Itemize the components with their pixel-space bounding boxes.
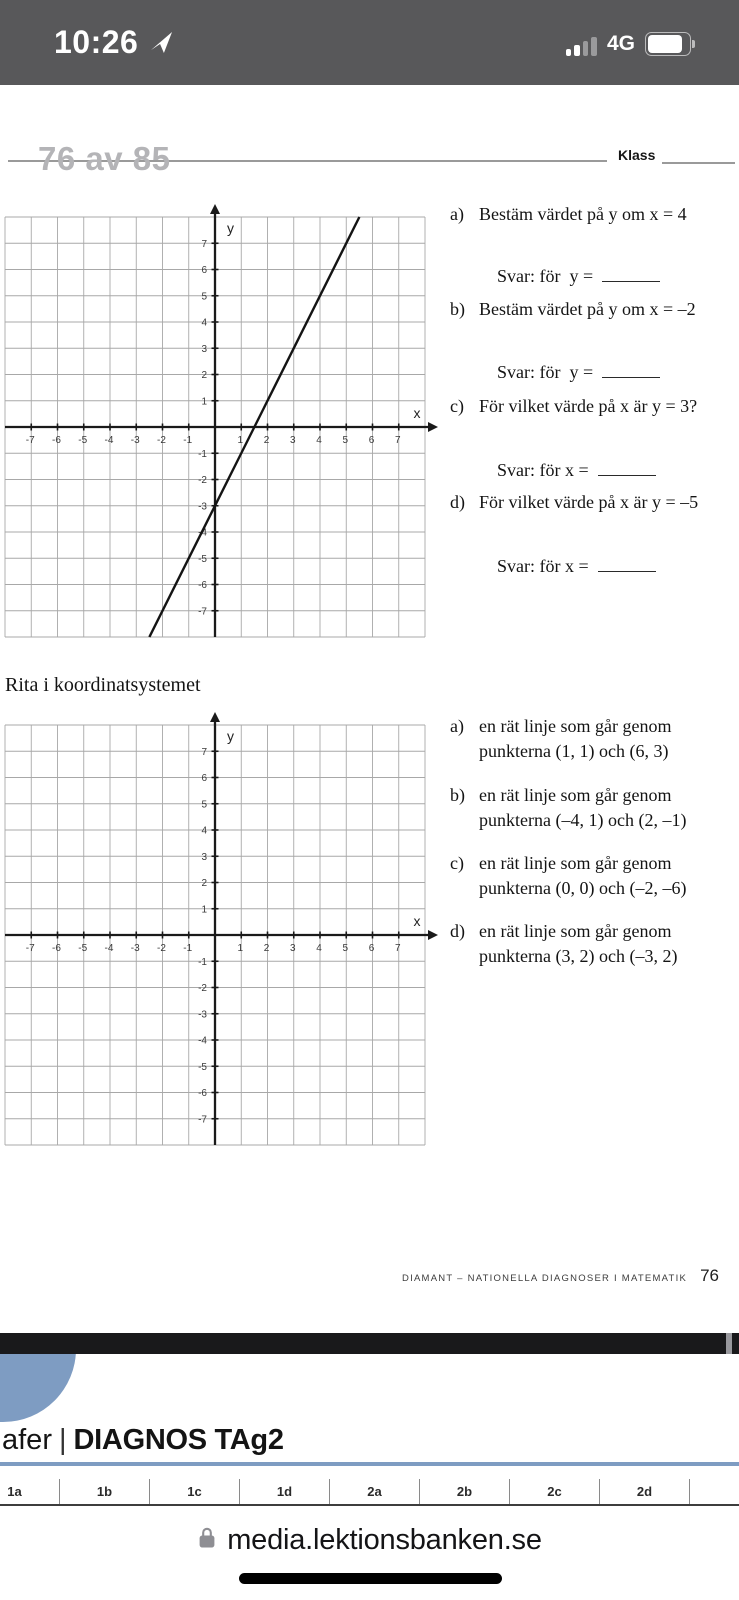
battery-icon bbox=[645, 32, 691, 56]
svg-text:-7: -7 bbox=[198, 1114, 207, 1126]
tab-cell: 1a bbox=[0, 1479, 60, 1504]
svg-text:-3: -3 bbox=[130, 943, 140, 954]
url-text: media.lektionsbanken.se bbox=[227, 1523, 542, 1556]
answer-line bbox=[598, 556, 656, 572]
status-bar bbox=[0, 0, 739, 85]
svg-text:2: 2 bbox=[201, 370, 207, 381]
svg-text:-4: -4 bbox=[104, 943, 114, 954]
svg-text:1: 1 bbox=[201, 904, 207, 916]
svg-text:-2: -2 bbox=[157, 943, 166, 954]
svg-text:-2: -2 bbox=[198, 983, 207, 994]
answer-prefix: Svar: för x = bbox=[497, 556, 589, 576]
table-bottom-border bbox=[0, 1504, 739, 1506]
svg-text:3: 3 bbox=[289, 435, 296, 446]
svg-text:-1: -1 bbox=[198, 448, 207, 460]
answer-prefix: Svar: för y = bbox=[497, 362, 594, 382]
svg-text:-7: -7 bbox=[25, 943, 35, 954]
svg-text:5: 5 bbox=[201, 291, 207, 303]
answer-line bbox=[598, 460, 656, 476]
question-text-line2: punkterna (–4, 1) och (2, –1) bbox=[479, 810, 687, 830]
svg-text:-3: -3 bbox=[198, 501, 207, 513]
question-text-line1: en rät linje som går genom bbox=[479, 716, 672, 736]
svg-text:4: 4 bbox=[201, 825, 207, 837]
tab-cell: 2d bbox=[600, 1479, 690, 1504]
klass-label: Klass bbox=[618, 147, 656, 163]
svg-text:7: 7 bbox=[201, 238, 207, 250]
svg-text:1: 1 bbox=[237, 435, 244, 446]
svg-text:6: 6 bbox=[368, 435, 375, 446]
svg-text:-5: -5 bbox=[78, 435, 88, 446]
answer-prefix: Svar: för x = bbox=[497, 460, 589, 480]
tab-cell: 2b bbox=[420, 1479, 510, 1504]
svg-text:x: x bbox=[413, 405, 421, 421]
empty-coordinate-system bbox=[0, 712, 438, 1154]
svg-text:-7: -7 bbox=[25, 435, 35, 446]
svg-text:1: 1 bbox=[201, 396, 207, 408]
answer-row bbox=[479, 535, 656, 598]
question-label: b) bbox=[450, 785, 465, 805]
answer-line bbox=[602, 362, 660, 378]
question-text: För vilket värde på x är y = –5 bbox=[479, 492, 699, 512]
url-bar[interactable] bbox=[0, 1518, 739, 1562]
svg-text:4: 4 bbox=[316, 943, 322, 954]
tab-cell: 2a bbox=[330, 1479, 420, 1504]
page-number: 76 bbox=[700, 1266, 719, 1285]
svg-text:7: 7 bbox=[394, 943, 401, 954]
question-text: Bestäm värdet på y om x = 4 bbox=[479, 204, 687, 224]
svg-text:-6: -6 bbox=[52, 435, 61, 446]
svg-text:-6: -6 bbox=[198, 580, 207, 591]
svg-text:7: 7 bbox=[394, 435, 401, 446]
svg-text:3: 3 bbox=[201, 851, 207, 863]
coordinate-system-with-line bbox=[0, 204, 438, 646]
question-text-line2: punkterna (1, 1) och (6, 3) bbox=[479, 741, 669, 761]
svg-text:4: 4 bbox=[316, 435, 322, 446]
svg-text:6: 6 bbox=[368, 943, 375, 954]
accent-rule bbox=[0, 1462, 739, 1466]
question-item bbox=[450, 394, 697, 419]
question-text-line1: en rät linje som går genom bbox=[479, 853, 672, 873]
question-label: c) bbox=[450, 396, 464, 416]
klass-answer-line bbox=[662, 162, 735, 164]
question-item bbox=[450, 851, 686, 901]
signal-strength-icon bbox=[566, 30, 597, 58]
question-item bbox=[450, 783, 686, 833]
question-label: d) bbox=[450, 492, 465, 512]
svg-text:-3: -3 bbox=[130, 435, 140, 446]
question-text: Bestäm värdet på y om x = –2 bbox=[479, 299, 696, 319]
tab-cell: 2c bbox=[510, 1479, 600, 1504]
svg-text:-4: -4 bbox=[104, 435, 114, 446]
diagnosis-tab-row bbox=[0, 1479, 739, 1504]
svg-text:2: 2 bbox=[201, 878, 207, 889]
decorative-circle bbox=[0, 1354, 76, 1422]
title-prefix: afer bbox=[2, 1424, 52, 1456]
svg-text:-1: -1 bbox=[183, 943, 193, 954]
question-label: a) bbox=[450, 204, 464, 224]
page-separator-bar bbox=[0, 1333, 739, 1354]
svg-text:5: 5 bbox=[342, 435, 349, 446]
question-text-line1: en rät linje som går genom bbox=[479, 921, 672, 941]
svg-text:-4: -4 bbox=[198, 1035, 207, 1047]
svg-text:-1: -1 bbox=[183, 435, 193, 446]
pdf-page-indicator: 76 av 85 bbox=[38, 140, 171, 177]
svg-text:x: x bbox=[413, 913, 421, 929]
svg-text:5: 5 bbox=[342, 943, 349, 954]
svg-text:-7: -7 bbox=[198, 606, 207, 618]
svg-text:-4: -4 bbox=[198, 527, 207, 539]
question-text-line1: en rät linje som går genom bbox=[479, 785, 672, 805]
tab-cell-empty bbox=[690, 1479, 739, 1504]
home-indicator[interactable] bbox=[239, 1573, 502, 1584]
network-type-label: 4G bbox=[606, 32, 635, 55]
svg-text:-6: -6 bbox=[198, 1088, 207, 1099]
question-item bbox=[450, 202, 687, 227]
question-list-2 bbox=[450, 712, 739, 982]
svg-text:7: 7 bbox=[201, 746, 207, 758]
scroll-indicator bbox=[726, 1333, 732, 1354]
svg-text:-2: -2 bbox=[198, 475, 207, 486]
answer-prefix: Svar: för y = bbox=[497, 266, 594, 286]
svg-text:2: 2 bbox=[263, 435, 270, 446]
question-item bbox=[450, 919, 677, 969]
clock-label: 10:26 bbox=[54, 24, 139, 60]
svg-text:3: 3 bbox=[201, 343, 207, 355]
svg-text:y: y bbox=[227, 220, 234, 236]
svg-text:5: 5 bbox=[201, 799, 207, 811]
svg-text:-3: -3 bbox=[198, 1009, 207, 1021]
svg-text:y: y bbox=[227, 728, 234, 744]
question-item bbox=[450, 490, 698, 515]
section-heading: Rita i koordinatsystemet bbox=[5, 674, 201, 696]
question-list-1 bbox=[450, 200, 739, 620]
question-text-line2: punkterna (3, 2) och (–3, 2) bbox=[479, 946, 678, 966]
tab-cell: 1c bbox=[150, 1479, 240, 1504]
svg-text:2: 2 bbox=[263, 943, 270, 954]
question-label: a) bbox=[450, 716, 464, 736]
svg-text:6: 6 bbox=[201, 773, 207, 784]
svg-text:1: 1 bbox=[237, 943, 244, 954]
next-page-title bbox=[2, 1424, 284, 1457]
question-text-line2: punkterna (0, 0) och (–2, –6) bbox=[479, 878, 687, 898]
tab-cell: 1b bbox=[60, 1479, 150, 1504]
svg-text:-2: -2 bbox=[157, 435, 166, 446]
location-arrow-icon bbox=[150, 31, 173, 59]
svg-text:-5: -5 bbox=[78, 943, 88, 954]
answer-line bbox=[602, 266, 660, 282]
question-label: c) bbox=[450, 853, 464, 873]
footer-caption: DIAMANT – NATIONELLA DIAGNOSER I MATEMATIK bbox=[401, 1273, 688, 1284]
question-item bbox=[450, 714, 671, 764]
question-label: b) bbox=[450, 299, 465, 319]
svg-text:6: 6 bbox=[201, 265, 207, 276]
svg-text:4: 4 bbox=[201, 317, 207, 329]
tab-cell: 1d bbox=[240, 1479, 330, 1504]
svg-text:-5: -5 bbox=[198, 553, 207, 565]
svg-text:-6: -6 bbox=[52, 943, 61, 954]
document-footer bbox=[402, 1266, 719, 1286]
question-label: d) bbox=[450, 921, 465, 941]
title-main: DIAGNOS TAg2 bbox=[73, 1424, 284, 1456]
lock-icon bbox=[197, 1526, 217, 1554]
svg-text:-5: -5 bbox=[198, 1061, 207, 1073]
svg-text:3: 3 bbox=[289, 943, 296, 954]
question-text: För vilket värde på x är y = 3? bbox=[479, 396, 698, 416]
question-item bbox=[450, 297, 696, 322]
svg-text:-1: -1 bbox=[198, 956, 207, 968]
title-divider: | bbox=[58, 1424, 67, 1456]
